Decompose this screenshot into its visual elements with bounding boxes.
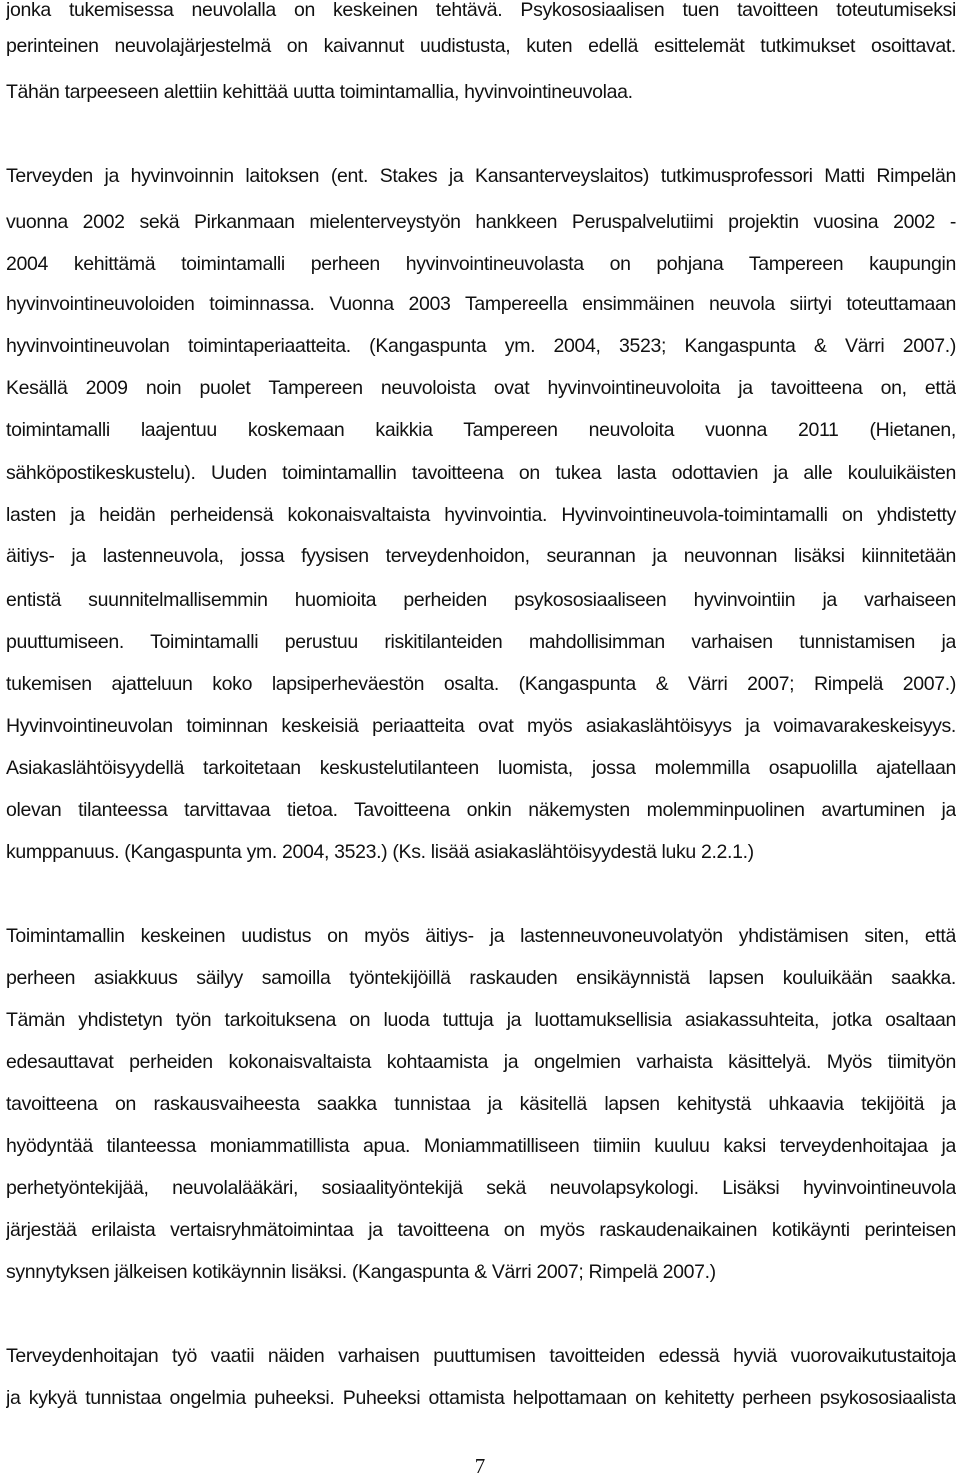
text-line: puuttumiseen. Toimintamalli perustuu riskitilanteiden mahdollisimman varhaisen tunnistamisen ja xyxy=(6,631,956,653)
text-line: lasten ja heidän perheidensä kokonaisvaltaista hyvinvointia. Hyvinvointineuvola-toimintamalli on yhdistetty xyxy=(6,504,956,526)
text-line: perinteinen neuvolajärjestelmä on kaivannut uudistusta, kuten edellä esittelemät tutkimukset osoittavat. xyxy=(6,35,956,57)
text-line: sähköpostikeskustelu). Uuden toimintamallin tavoitteena on tukea lasta odottavien ja alle kouluikäisten xyxy=(6,462,956,484)
text-line: jonka tukemisessa neuvolalla on keskeinen tehtävä. Psykososiaalisen tuen tavoitteen toteutumiseksi xyxy=(6,0,956,21)
text-line: tukemisen ajatteluun koko lapsiperheväestön osalta. (Kangaspunta & Värri 2007; Rimpelä 2007.) xyxy=(6,673,956,695)
text-line: Terveyden ja hyvinvoinnin laitoksen (ent. Stakes ja Kansanterveyslaitos) tutkimusprofessori Matti Rimpelän xyxy=(6,165,956,187)
text-line: toimintamalli laajentuu koskemaan kaikkia Tampereen neuvoloita vuonna 2011 (Hietanen, xyxy=(6,419,956,441)
text-line: ja kykyä tunnistaa ongelmia puheeksi. Puheeksi ottamista helpottamaan on kehitetty perheen psykososiaalista xyxy=(6,1387,956,1409)
text-line: äitiys- ja lastenneuvola, jossa fyysisen terveydenhoidon, seurannan ja neuvonnan lisäksi kiinnitetään xyxy=(6,545,956,567)
text-line: tavoitteena on raskausvaiheesta saakka tunnistaa ja käsitellä lapsen kehitystä uhkaavia tekijöitä ja xyxy=(6,1093,956,1115)
text-line: 2004 kehittämä toimintamalli perheen hyvinvointineuvolasta on pohjana Tampereen kaupungin xyxy=(6,253,956,275)
text-line: edesauttavat perheiden kokonaisvaltaista kohtaamista ja ongelmien varhaista käsittelyä. Myös tiimityön xyxy=(6,1051,956,1073)
text-line: perhetyöntekijää, neuvolalääkäri, sosiaalityöntekijä sekä neuvolapsykologi. Lisäksi hyvinvointineuvola xyxy=(6,1177,956,1199)
text-line: Asiakaslähtöisyydellä tarkoitetaan keskustelutilanteen luomista, jossa molemmilla osapuolilla ajatellaan xyxy=(6,757,956,779)
text-line: Hyvinvointineuvolan toiminnan keskeisiä periaatteita ovat myös asiakaslähtöisyys ja voimavarakeskeisyys. xyxy=(6,715,956,737)
text-line: järjestää erilaista vertaisryhmätoimintaa ja tavoitteena on myös raskaudenaikainen kotikäynti perinteisen xyxy=(6,1219,956,1241)
page-number: 7 xyxy=(474,1454,486,1478)
text-line: vuonna 2002 sekä Pirkanmaan mielenterveystyön hankkeen Peruspalvelutiimi projektin vuosina 2002 - xyxy=(6,211,956,233)
text-line: hyvinvointineuvoloiden toiminnassa. Vuonna 2003 Tampereella ensimmäinen neuvola siirtyi toteuttamaan xyxy=(6,293,956,315)
text-line: hyvinvointineuvolan toimintaperiaatteita. (Kangaspunta ym. 2004, 3523; Kangaspunta & Värri 2007.) xyxy=(6,335,956,357)
text-line: kumppanuus. (Kangaspunta ym. 2004, 3523.) (Ks. lisää asiakaslähtöisyydestä luku 2.2.1.) xyxy=(6,841,754,863)
text-line: entistä suunnitelmallisemmin huomioita perheiden psykososiaaliseen hyvinvointiin ja varhaiseen xyxy=(6,589,956,611)
text-line: Tämän yhdistetyn työn tarkoituksena on luoda tuttuja ja luottamuksellisia asiakassuhteita, jotka osaltaan xyxy=(6,1009,956,1031)
text-line: Terveydenhoitajan työ vaatii näiden varhaisen puuttumisen tavoitteiden edessä hyviä vuorovaikutustaitoja xyxy=(6,1345,956,1367)
text-line: hyödyntää tilanteessa moniammatillista apua. Moniammatilliseen tiimiin kuuluu kaksi terveydenhoitajaa ja xyxy=(6,1135,956,1157)
text-line: olevan tilanteessa tarvittavaa tietoa. Tavoitteena onkin näkemysten molemminpuolinen avartuminen ja xyxy=(6,799,956,821)
text-line: Kesällä 2009 noin puolet Tampereen neuvoloista ovat hyvinvointineuvoloita ja tavoitteena on, että xyxy=(6,377,956,399)
text-line: Toimintamallin keskeinen uudistus on myös äitiys- ja lastenneuvoneuvolatyön yhdistämisen siten, että xyxy=(6,925,956,947)
text-line: perheen asiakkuus säilyy samoilla työntekijöillä raskauden ensikäynnistä lapsen kouluikään saakka. xyxy=(6,967,956,989)
text-line: synnytyksen jälkeisen kotikäynnin lisäksi. (Kangaspunta & Värri 2007; Rimpelä 2007.) xyxy=(6,1261,716,1283)
text-line: Tähän tarpeeseen alettiin kehittää uutta toimintamallia, hyvinvointineuvolaa. xyxy=(6,81,633,103)
